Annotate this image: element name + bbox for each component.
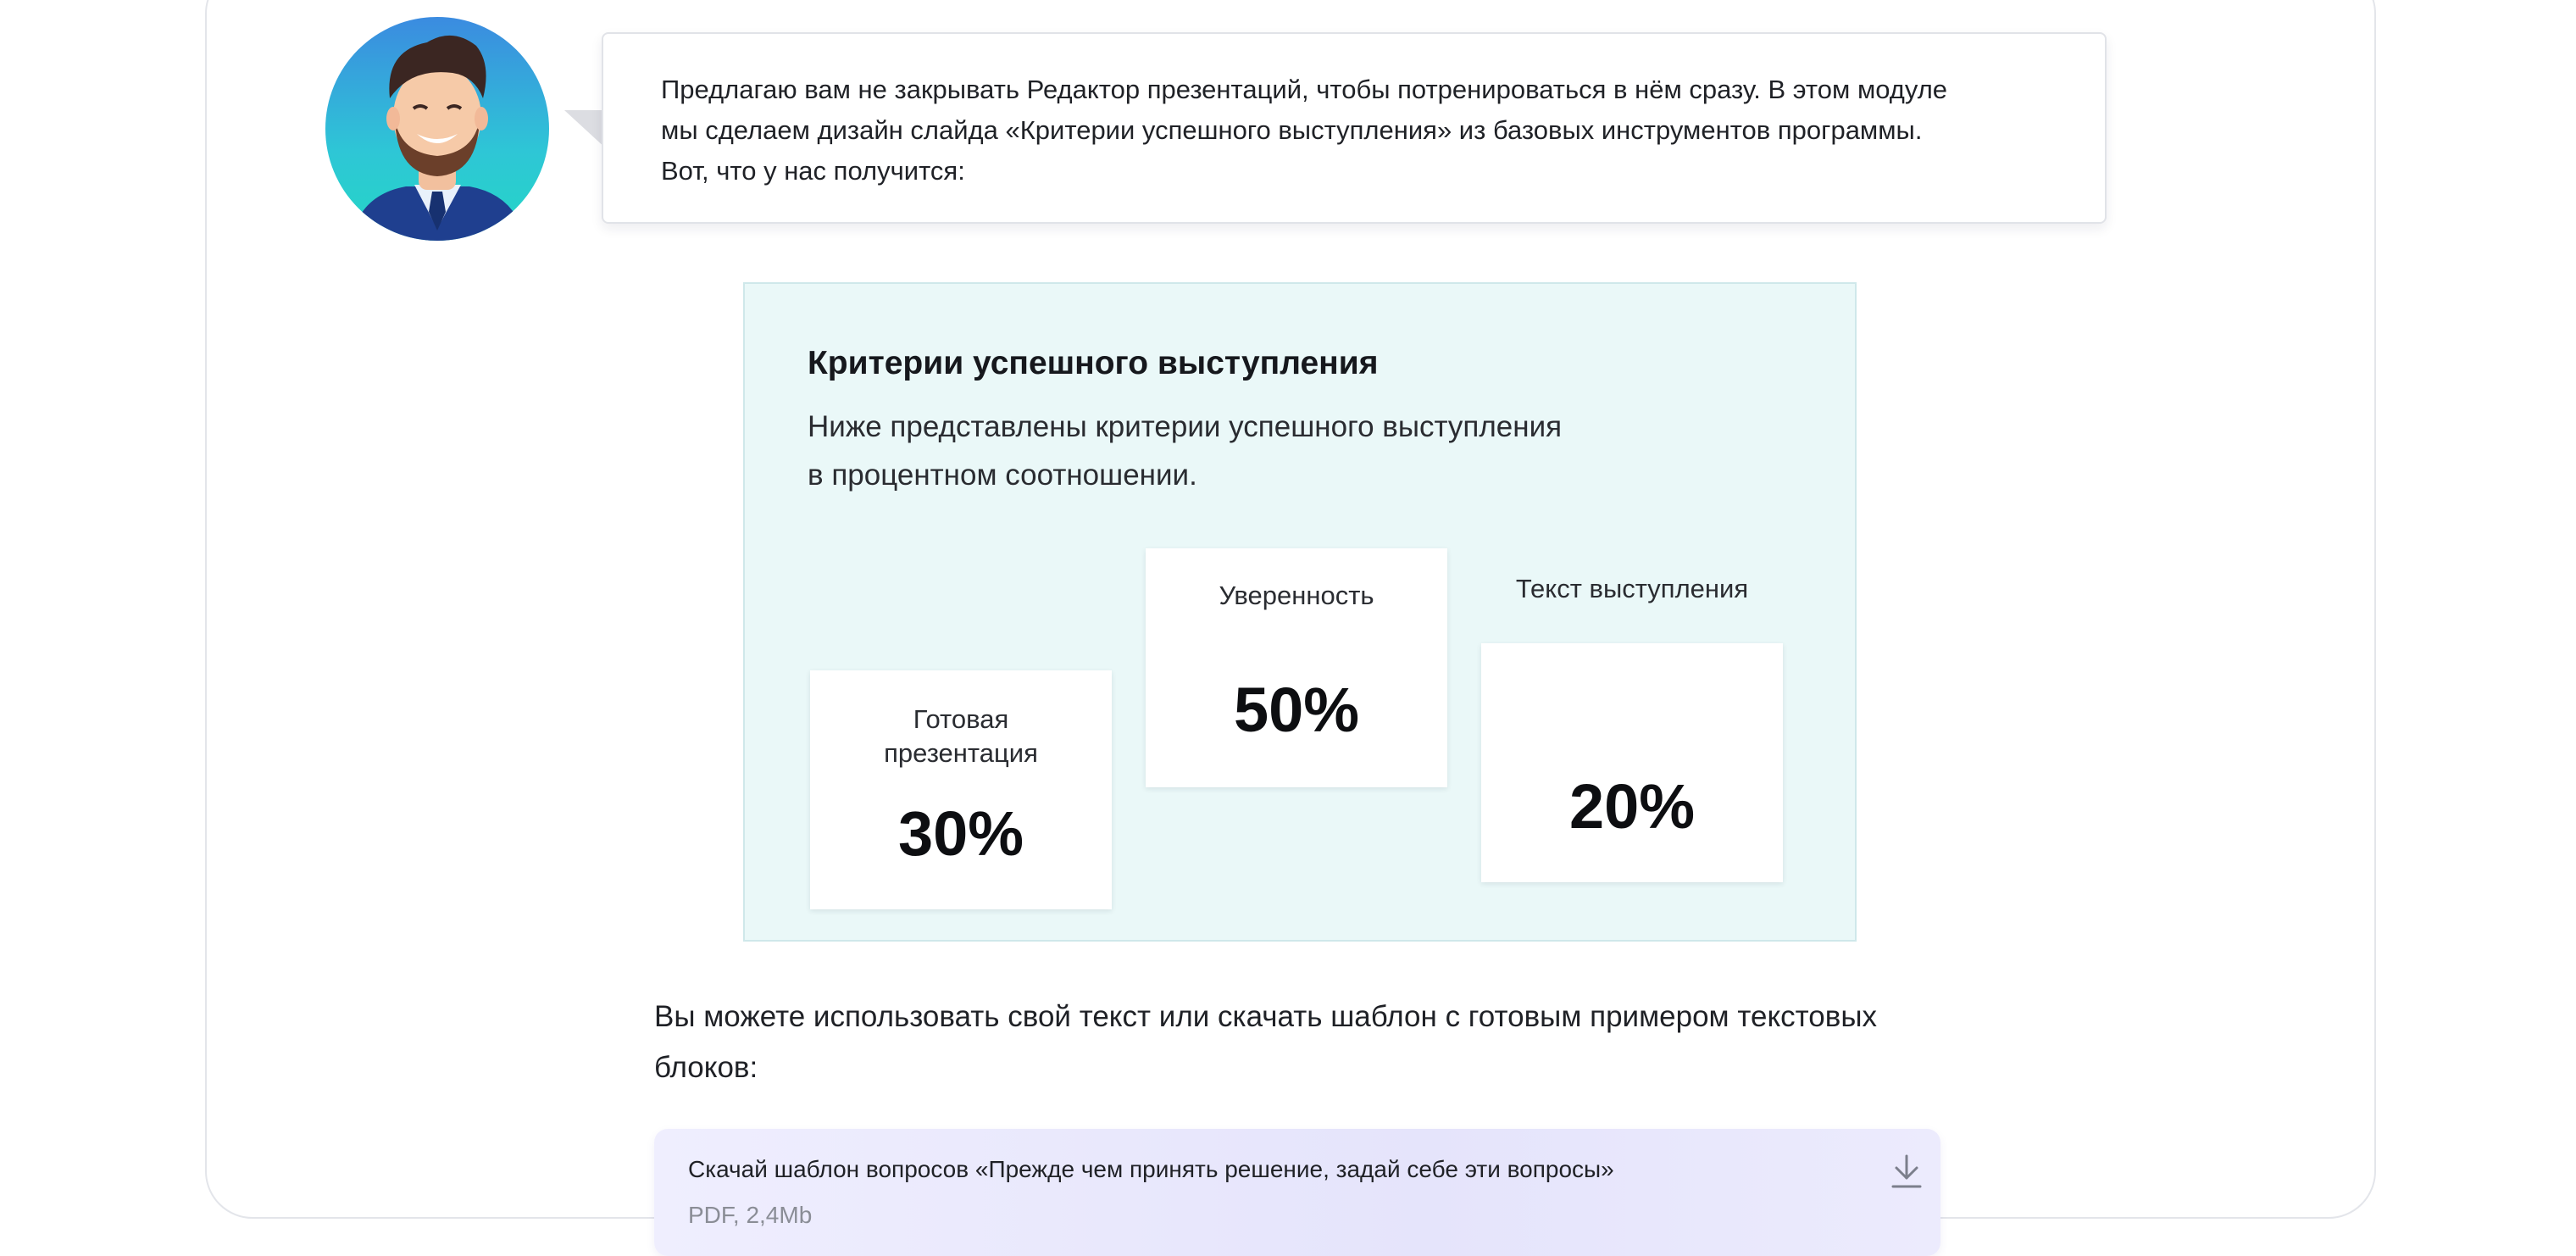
intro-line-1: Предлагаю вам не закрывать Редактор презентаций, чтобы потренироваться в нём сразу. В этом модуле (661, 75, 1948, 104)
criteria-card-label-line: Готовая (913, 704, 1009, 734)
instruction-text (654, 992, 1976, 1093)
slide-title: Критерии успешного выступления (808, 345, 1379, 381)
tutor-avatar-illustration (325, 17, 549, 241)
intro-line-3: Вот, что у нас получится: (661, 156, 965, 186)
slide-subtitle-line-1: Ниже представлены критерии успешного выступления (808, 410, 1563, 443)
intro-line-2: мы сделаем дизайн слайда «Критерии успешного выступления» из базовых инструментов программы. (661, 115, 1923, 145)
criteria-card-label: Текст выступления (1515, 574, 1749, 603)
download-template-link[interactable] (654, 1129, 1940, 1256)
slide-subtitle (808, 403, 1655, 499)
criteria-card-speech-text (1481, 643, 1783, 882)
criteria-card-value: 30% (897, 798, 1024, 869)
slide-preview (743, 282, 1857, 942)
criteria-card-label: Уверенность (1219, 581, 1374, 610)
criteria-card-label-line: презентация (884, 738, 1038, 768)
criteria-card-value: 20% (1568, 771, 1696, 842)
instruction-line-2: блоков: (654, 1051, 758, 1084)
slide-subtitle-line-2: в процентном соотношении. (808, 458, 1197, 492)
download-file-meta: PDF, 2,4Mb (688, 1202, 813, 1228)
tutor-avatar (325, 17, 549, 241)
criteria-card-presentation (810, 670, 1112, 909)
download-icon[interactable] (1890, 1153, 1924, 1190)
criteria-card-label (810, 703, 1112, 770)
instruction-line-1: Вы можете использовать свой текст или скачать шаблон с готовым примером текстовых (654, 1000, 1877, 1033)
download-title[interactable]: Скачай шаблон вопросов «Прежде чем принять решение, задай себе эти вопросы» (688, 1156, 1614, 1182)
criteria-card-confidence (1146, 548, 1447, 787)
criteria-card-value: 50% (1233, 675, 1360, 745)
tutor-speech-bubble (602, 32, 2107, 224)
